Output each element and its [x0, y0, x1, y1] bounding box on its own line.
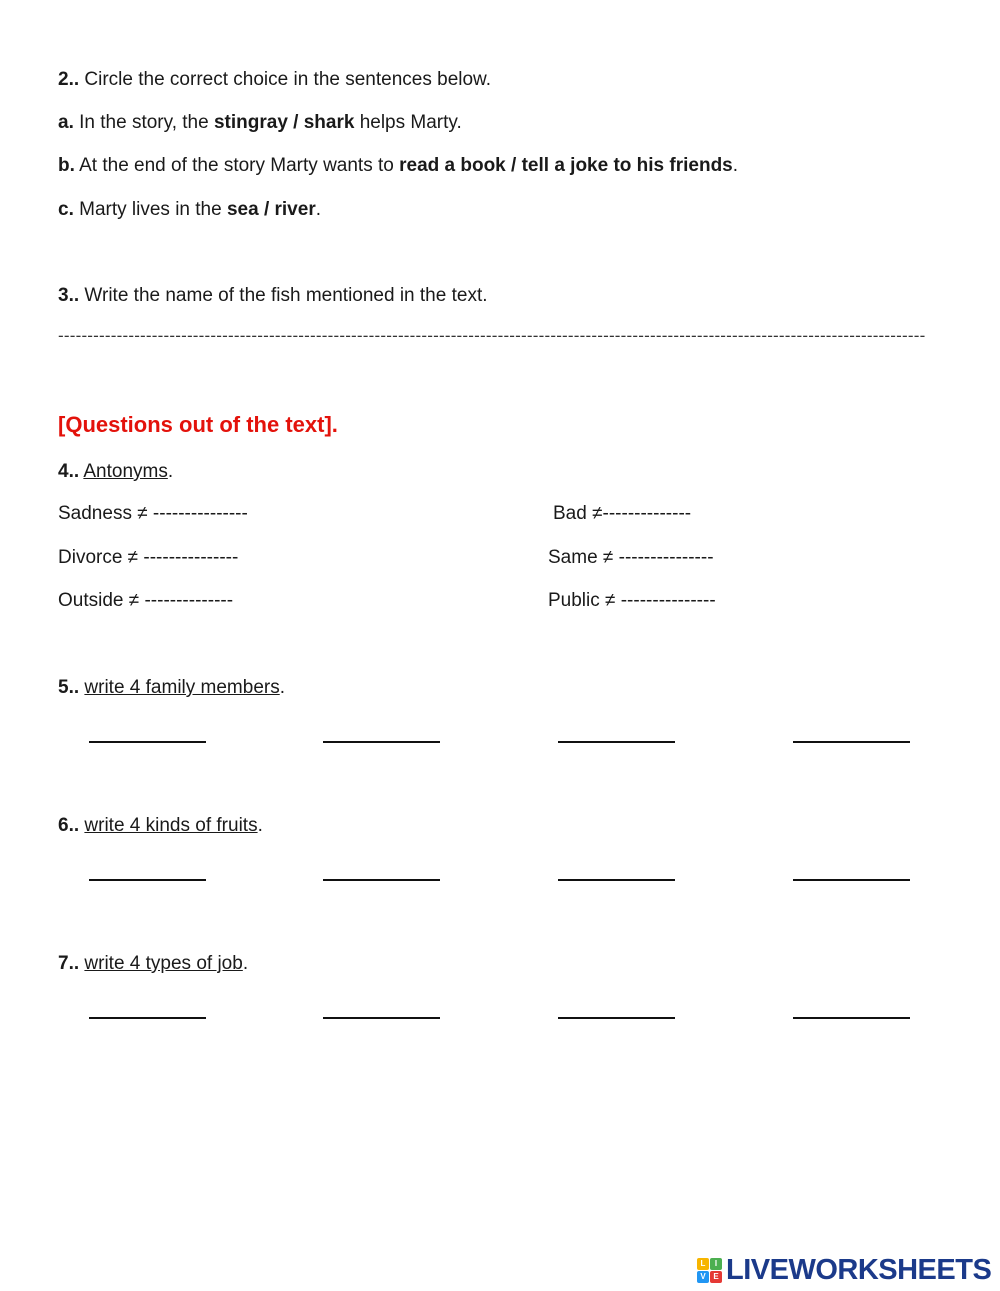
question-2c-post: . [315, 199, 321, 220]
question-5-title: write 4 family members [84, 677, 280, 698]
question-6-period: . [257, 815, 263, 836]
question-4-prompt [58, 460, 173, 484]
question-3-number: 3.. [58, 285, 80, 306]
question-2a [58, 111, 462, 135]
question-4-period: . [167, 461, 174, 482]
question-2b-label: b. [58, 155, 75, 176]
question-2b-pre: At the end of the story Marty wants to [74, 155, 400, 176]
question-2a-post: helps Marty. [354, 112, 462, 133]
question-5-number: 5.. [58, 677, 80, 698]
question-4-title: Antonyms [83, 461, 168, 482]
logo-tiles-icon [697, 1258, 722, 1283]
question-3-text: Write the name of the fish mentioned in the text. [79, 285, 488, 306]
logo-text: LIVEWORKSHEETS [726, 1253, 992, 1286]
question-2-number: 2.. [58, 69, 80, 90]
antonym-bad[interactable]: Bad ≠-------------- [553, 503, 692, 524]
question-2c [58, 198, 321, 222]
logo-tile: E [710, 1271, 722, 1283]
job-blank-1[interactable] [89, 1017, 206, 1019]
question-2a-choice[interactable]: stingray / shark [213, 112, 355, 133]
question-3-answer-line[interactable]: ---------------------------------------------------------------------------------------------------------------------------------------------------- [58, 326, 926, 345]
question-3-prompt [58, 284, 488, 308]
question-5-period: . [279, 677, 286, 698]
question-2-prompt [58, 68, 491, 92]
fruit-blank-3[interactable] [558, 879, 675, 881]
question-7-title: write 4 types of job [84, 953, 243, 974]
question-2b [58, 154, 738, 178]
question-2b-choice[interactable]: read a book / tell a joke to his friends [399, 155, 733, 176]
question-4-number: 4.. [58, 461, 80, 482]
antonym-sadness[interactable]: Sadness ≠ --------------- [58, 503, 248, 524]
question-6-number: 6.. [58, 815, 80, 836]
logo-tile: V [697, 1271, 709, 1283]
question-7-prompt [58, 952, 248, 976]
question-2b-post: . [732, 155, 739, 176]
antonym-divorce[interactable]: Divorce ≠ --------------- [58, 547, 239, 568]
question-2c-choice[interactable]: sea / river [226, 199, 316, 220]
antonym-public[interactable]: Public ≠ --------------- [548, 590, 716, 611]
fruit-blank-2[interactable] [323, 879, 440, 881]
fruit-blank-1[interactable] [89, 879, 206, 881]
job-blank-4[interactable] [793, 1017, 910, 1019]
question-2c-pre: Marty lives in the [73, 199, 227, 220]
question-2c-label: c. [58, 199, 74, 220]
question-2a-label: a. [58, 112, 74, 133]
section-heading: [Questions out of the text]. [58, 412, 338, 437]
logo-tile: I [710, 1258, 722, 1270]
question-6-prompt [58, 814, 263, 838]
job-blank-3[interactable] [558, 1017, 675, 1019]
family-member-blank-2[interactable] [323, 741, 440, 743]
antonym-outside[interactable]: Outside ≠ -------------- [58, 590, 234, 611]
liveworksheets-logo [697, 1255, 991, 1285]
job-blank-2[interactable] [323, 1017, 440, 1019]
question-6-title: write 4 kinds of fruits [84, 815, 258, 836]
family-member-blank-4[interactable] [793, 741, 910, 743]
fruit-blank-4[interactable] [793, 879, 910, 881]
antonym-same[interactable]: Same ≠ --------------- [548, 547, 714, 568]
question-7-number: 7.. [58, 953, 80, 974]
question-5-prompt [58, 676, 285, 700]
question-7-period: . [242, 953, 249, 974]
logo-tile: L [697, 1258, 709, 1270]
family-member-blank-1[interactable] [89, 741, 206, 743]
question-2-text: Circle the correct choice in the sentences below. [79, 69, 492, 90]
question-2a-pre: In the story, the [73, 112, 214, 133]
family-member-blank-3[interactable] [558, 741, 675, 743]
